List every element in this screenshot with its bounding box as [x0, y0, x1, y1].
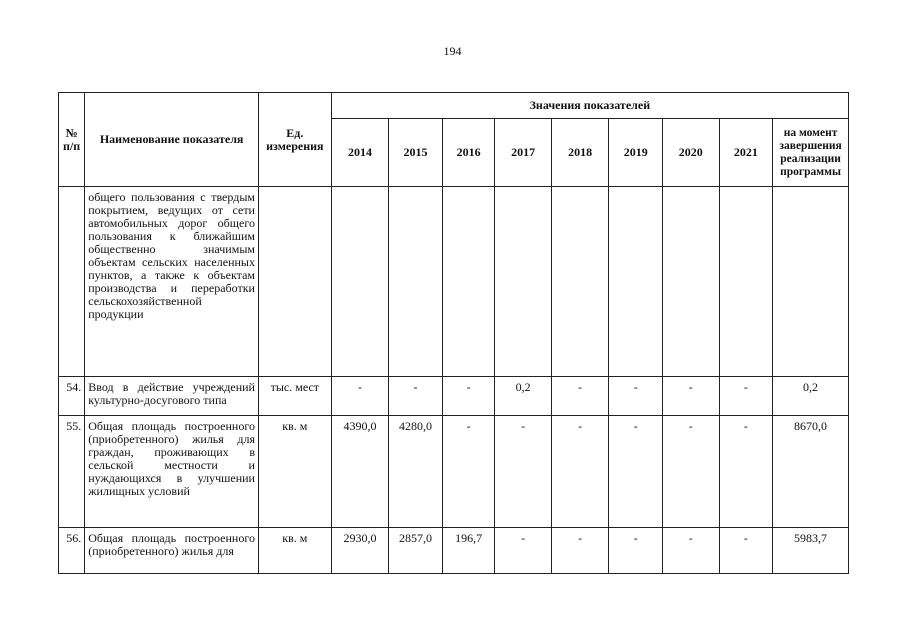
header-name: Наименование показателя — [85, 93, 259, 187]
row-unit: кв. м — [258, 416, 331, 528]
row-num: 55. — [59, 416, 85, 528]
header-values-group: Значения показателей — [331, 93, 848, 119]
page-number: 194 — [443, 44, 462, 58]
row-unit: кв. м — [258, 528, 331, 574]
row-value — [551, 187, 609, 377]
row-value: - — [551, 377, 609, 416]
header-year: 2017 — [495, 119, 552, 187]
header-year: 2020 — [663, 119, 720, 187]
header-year: 2021 — [719, 119, 773, 187]
table-row — [59, 528, 849, 574]
row-value: - — [551, 416, 609, 528]
row-value: - — [663, 377, 720, 416]
row-value — [663, 187, 720, 377]
row-value: - — [663, 528, 720, 574]
row-value: - — [719, 416, 773, 528]
row-name: Общая площадь построенного (приобретенного) жилья для граждан, проживающих в сельской местности и нуждающихся в улучшении жилищных условий — [85, 416, 259, 528]
row-value: - — [495, 528, 552, 574]
row-value: - — [442, 377, 495, 416]
row-value: - — [331, 377, 389, 416]
row-final: 8670,0 — [773, 416, 849, 528]
row-value: - — [663, 416, 720, 528]
row-name: Общая площадь построенного (приобретенного) жилья для — [85, 528, 259, 574]
header-year: 2015 — [389, 119, 443, 187]
table-row — [59, 187, 849, 377]
header-row-group — [59, 93, 849, 119]
table-row — [59, 377, 849, 416]
header-year: 2018 — [551, 119, 609, 187]
row-value: - — [609, 377, 663, 416]
row-value: - — [719, 528, 773, 574]
row-value: 0,2 — [495, 377, 552, 416]
row-value — [442, 187, 495, 377]
row-value: 2930,0 — [331, 528, 389, 574]
row-value — [609, 187, 663, 377]
row-unit — [258, 187, 331, 377]
row-value: 4390,0 — [331, 416, 389, 528]
row-value: 2857,0 — [389, 528, 443, 574]
row-value: - — [719, 377, 773, 416]
row-unit: тыс. мест — [258, 377, 331, 416]
row-value — [389, 187, 443, 377]
row-value: - — [609, 528, 663, 574]
row-num: 54. — [59, 377, 85, 416]
row-value: 4280,0 — [389, 416, 443, 528]
header-year: 2014 — [331, 119, 389, 187]
row-value: 196,7 — [442, 528, 495, 574]
row-value — [495, 187, 552, 377]
table-row — [59, 416, 849, 528]
row-value: - — [442, 416, 495, 528]
header-num: № п/п — [59, 93, 85, 187]
header-year: 2016 — [442, 119, 495, 187]
row-num — [59, 187, 85, 377]
row-name: общего пользования с твердым покрытием, ведущих от сети автомобильных дорог общего пользования к ближайшим общественно значимым объектам сельских населенных пунктов, а также к объектам производства и переработки сельскохозяйственной продукции — [85, 187, 259, 377]
row-name: Ввод в действие учреждений культурно-досугового типа — [85, 377, 259, 416]
header-final: на момент завершения реализации программы — [773, 119, 849, 187]
header-year: 2019 — [609, 119, 663, 187]
row-final: 0,2 — [773, 377, 849, 416]
row-final — [773, 187, 849, 377]
row-value — [719, 187, 773, 377]
indicators-table — [58, 92, 849, 574]
header-unit: Ед. измерения — [258, 93, 331, 187]
row-num: 56. — [59, 528, 85, 574]
row-value — [331, 187, 389, 377]
row-final: 5983,7 — [773, 528, 849, 574]
row-value: - — [495, 416, 552, 528]
row-value: - — [551, 528, 609, 574]
row-value: - — [609, 416, 663, 528]
row-value: - — [389, 377, 443, 416]
